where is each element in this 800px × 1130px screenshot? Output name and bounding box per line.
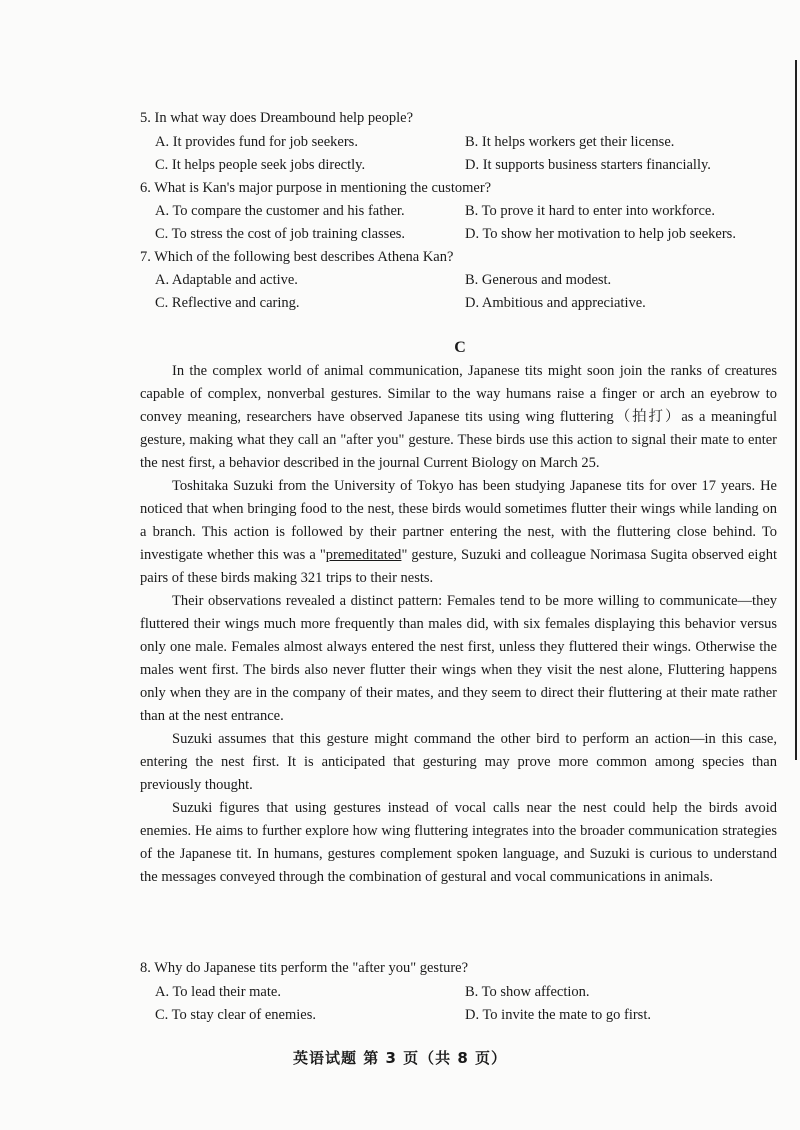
passage-paragraph-4: Suzuki assumes that this gesture might command the other bird to perform an action—in this case, entering the nest first. It is anticipated that gesturing may prove more common among species than previously thought. xyxy=(140,731,777,793)
question-8-option-d[interactable]: D. To invite the mate to go first. xyxy=(465,1007,651,1023)
question-8-option-c[interactable]: C. To stay clear of enemies. xyxy=(155,1007,316,1023)
underlined-word: premeditated xyxy=(325,547,402,563)
passage-paragraph-2 xyxy=(140,475,777,590)
reading-passage xyxy=(140,360,777,889)
question-8-option-b[interactable]: B. To show affection. xyxy=(465,984,590,1000)
question-6-option-d[interactable]: D. To show her motivation to help job seekers. xyxy=(465,226,736,242)
question-5-option-a[interactable]: A. It provides fund for job seekers. xyxy=(155,134,358,150)
passage-paragraph-2-end: " gesture, Suzuki and colleague Norimasa Sugita observed eight pairs of these birds making 321 trips to their nests. xyxy=(140,547,777,586)
question-7-option-b[interactable]: B. Generous and modest. xyxy=(465,272,612,288)
passage-paragraph-1: In the complex world of animal communication, Japanese tits might soon join the ranks of creatures capable of complex, nonverbal gestures. Similar to the way humans raise a finger or arch an eyebrow to convey meaning, researchers have observed Japanese tits using wing fluttering（拍打）as a meaningful gesture, making what they call an "after you" gesture. These birds use this action to signal their mate to enter the nest first, a behavior described in the journal Current Biology on March 25. xyxy=(140,363,777,471)
question-6-option-b[interactable]: B. To prove it hard to enter into workforce. xyxy=(465,203,715,219)
question-7-option-a[interactable]: A. Adaptable and active. xyxy=(155,272,298,288)
question-5-option-d[interactable]: D. It supports business starters financially. xyxy=(465,157,711,173)
page-footer: 英语试题 第 3 页（共 8 页） xyxy=(293,1049,507,1067)
question-6-stem: 6. What is Kan's major purpose in mentioning the customer? xyxy=(140,180,492,196)
question-7-option-d[interactable]: D. Ambitious and appreciative. xyxy=(465,295,646,311)
section-heading: C xyxy=(454,339,466,356)
passage-paragraph-5: Suzuki figures that using gestures instead of vocal calls near the nest could help the birds avoid enemies. He aims to further explore how wing fluttering integrates into the broader communication strategies of the Japanese tit. In humans, gestures complement spoken language, and Suzuki is curious to understand the messages conveyed through the combination of gestural and vocal communications in animals. xyxy=(140,800,777,885)
question-8-stem: 8. Why do Japanese tits perform the "after you" gesture? xyxy=(140,960,469,976)
question-5-stem: 5. In what way does Dreambound help people? xyxy=(140,110,414,126)
question-6-option-a[interactable]: A. To compare the customer and his father. xyxy=(155,203,405,219)
question-8-option-a[interactable]: A. To lead their mate. xyxy=(155,984,281,1000)
question-6-option-c[interactable]: C. To stress the cost of job training classes. xyxy=(155,226,406,242)
question-5-option-c[interactable]: C. It helps people seek jobs directly. xyxy=(155,157,366,173)
question-7-stem: 7. Which of the following best describes Athena Kan? xyxy=(140,249,454,265)
question-7-option-c[interactable]: C. Reflective and caring. xyxy=(155,295,300,311)
passage-paragraph-3: Their observations revealed a distinct pattern: Females tend to be more willing to communicate—they fluttered their wings much more frequently than males did, with six females displaying this behavior versus only one male. Females almost always entered the nest first, unless they fluttered their wings. Otherwise the males went first. The birds also never flutter their wings when they visit the nest alone, Fluttering happens only when they are in the company of their mates, and they seem to direct their fluttering at their mate rather than at the nest entrance. xyxy=(140,593,777,724)
passage-paragraph-2-start: Toshitaka Suzuki from the University of Tokyo has been studying Japanese tits for over 17 years. He noticed that when bringing food to the nest, these birds would sometimes flutter their wings while landing on a branch. This action is followed by their partner entering the nest, with the fluttering close behind. To investigate whether this was a " xyxy=(140,478,777,563)
question-5-option-b[interactable]: B. It helps workers get their license. xyxy=(465,134,675,150)
